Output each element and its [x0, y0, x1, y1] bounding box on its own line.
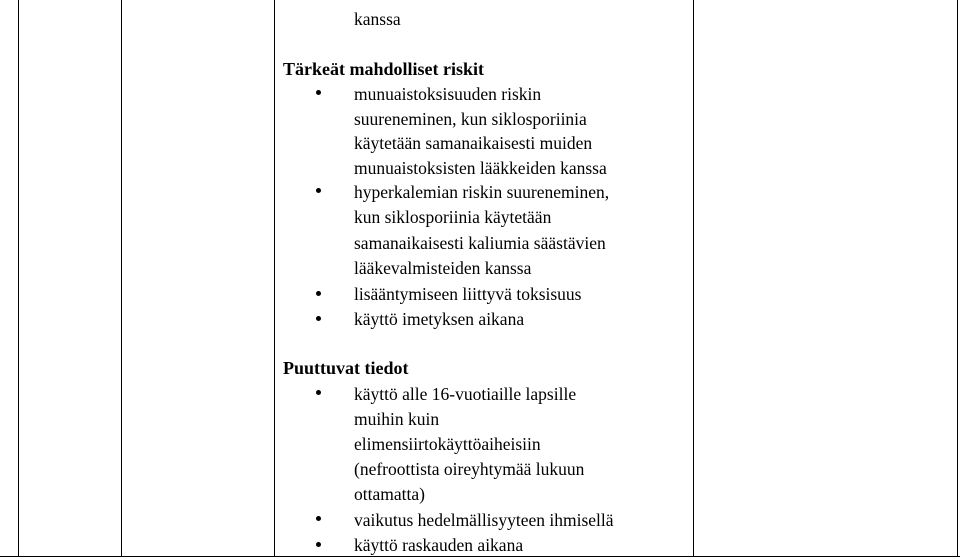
bullet-icon	[316, 291, 321, 296]
table-border-col2	[274, 0, 275, 556]
list-item-line: munuaistoksisuuden riskin	[354, 84, 542, 104]
list-item-line: lääkevalmisteiden kanssa	[354, 258, 532, 278]
bullet-icon	[316, 90, 321, 95]
bullet-icon	[316, 516, 321, 521]
list-item-line: käytetään samanaikaisesti muiden	[354, 133, 593, 153]
list-item-line: kun siklosporiinia käytetään	[354, 207, 552, 227]
bullet-icon	[316, 188, 321, 193]
list-item-line: suureneminen, kun siklosporiinia	[354, 109, 587, 129]
section-heading-missing-information: Puuttuvat tiedot	[283, 358, 409, 378]
list-item-line: käyttö alle 16-vuotiaille lapsille	[354, 384, 577, 404]
table-border-left	[18, 0, 19, 556]
table-border-bottom	[0, 556, 960, 557]
list-item-line: (nefroottista oireyhtymää lukuun	[354, 459, 585, 479]
list-item-line: muihin kuin	[354, 409, 440, 429]
bullet-icon	[316, 542, 321, 547]
section-heading-important-risks: Tärkeät mahdolliset riskit	[283, 59, 484, 79]
list-item-line: munuaistoksisten lääkkeiden kanssa	[354, 158, 607, 178]
bullet-icon	[316, 390, 321, 395]
table-border-right	[957, 0, 958, 556]
list-item-line: käyttö raskauden aikana	[354, 535, 524, 555]
table-border-col3	[693, 0, 694, 556]
list-item-line: käyttö imetyksen aikana	[354, 309, 525, 329]
list-item-line: vaikutus hedelmällisyyteen ihmisellä	[354, 510, 614, 530]
list-item-line: lisääntymiseen liittyvä toksisuus	[354, 284, 582, 304]
list-item-line: ottamatta)	[354, 484, 425, 504]
list-item-line: hyperkalemian riskin suureneminen,	[354, 182, 610, 202]
bullet-icon	[316, 316, 321, 321]
table-border-col1	[121, 0, 122, 556]
list-item-line: elimensiirtokäyttöaiheisiin	[354, 434, 541, 454]
list-item-line: samanaikaisesti kaliumia säästävien	[354, 233, 606, 253]
intro-line: kanssa	[354, 9, 401, 29]
